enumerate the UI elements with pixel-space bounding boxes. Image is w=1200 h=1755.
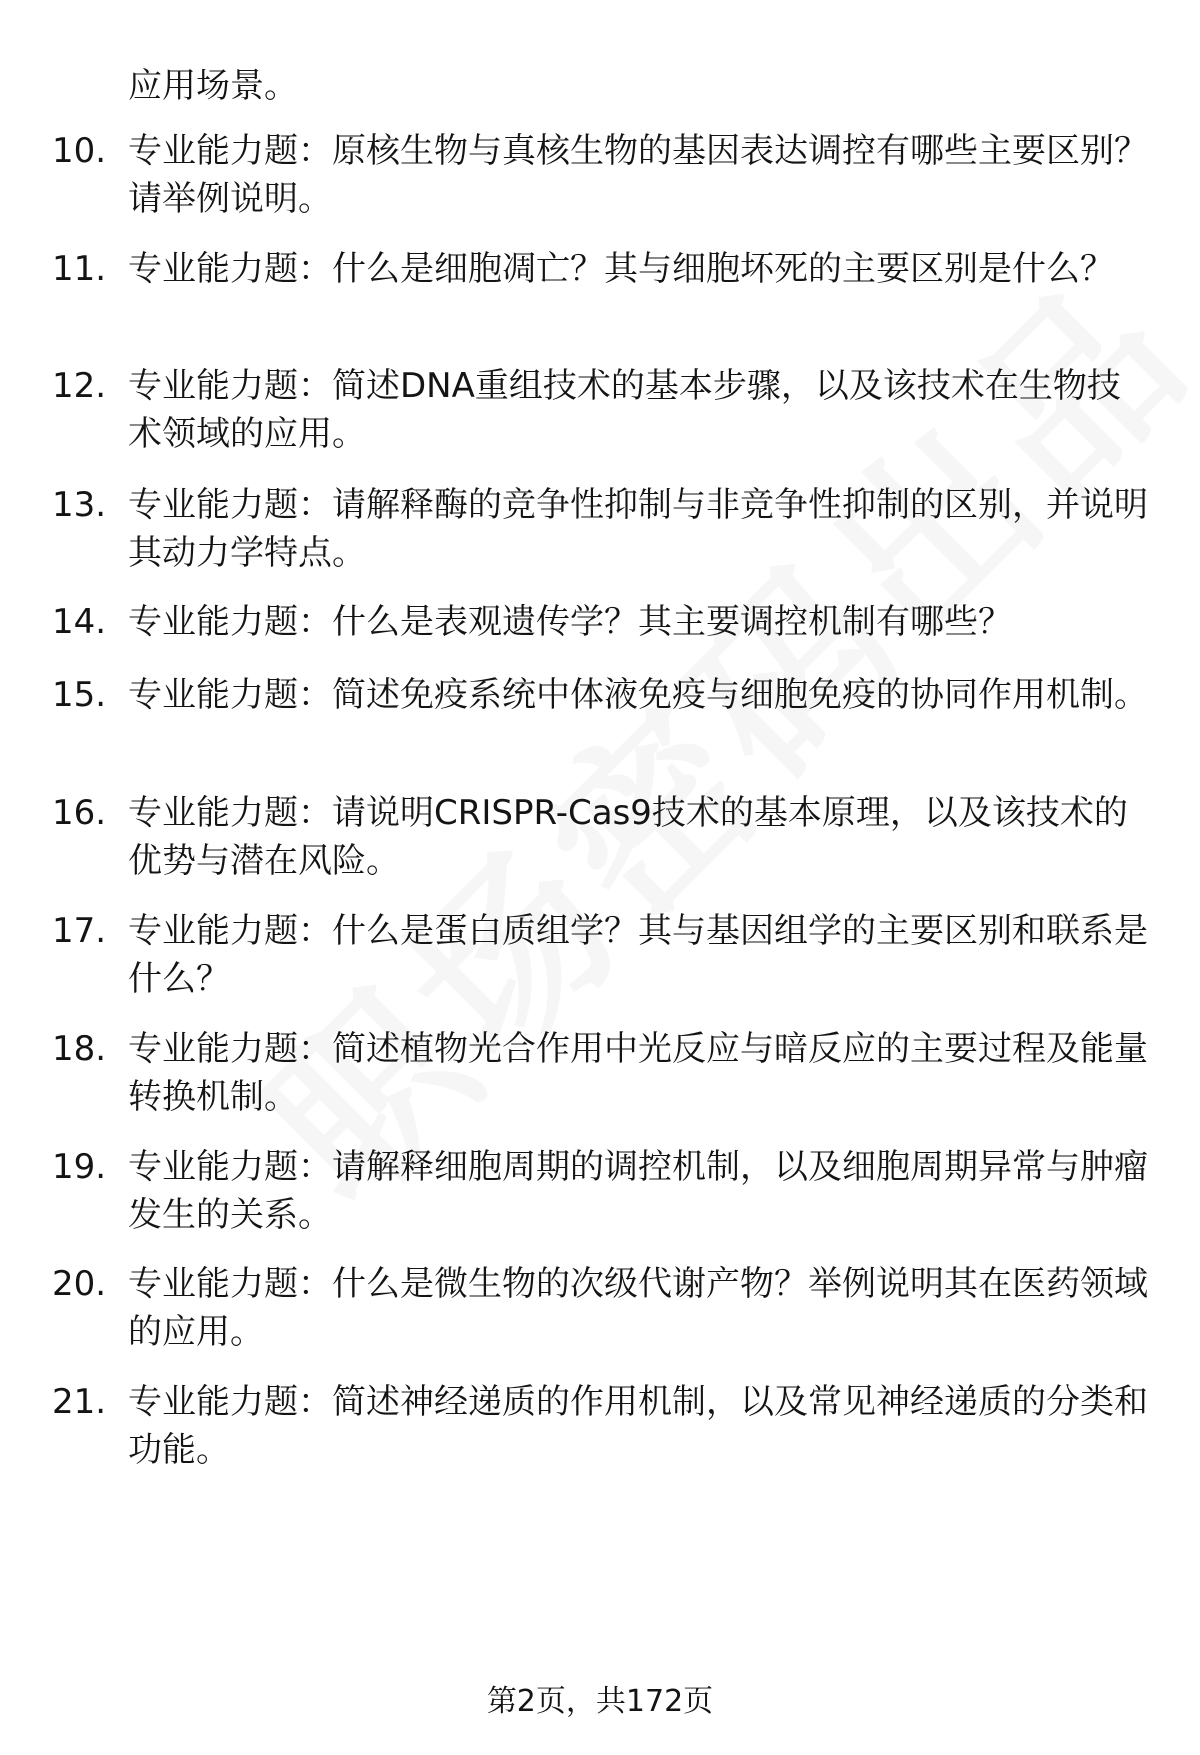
question-text: 专业能力题：请解释酶的竞争性抑制与非竞争性抑制的区别，并说明其动力学特点。 [128,485,1148,573]
question-number: 10. [52,131,107,171]
question-number: 13. [52,485,107,525]
question-number: 20. [52,1264,107,1304]
question-text: 专业能力题：什么是表观遗传学？其主要调控机制有哪些？ [128,602,1012,642]
question-text: 专业能力题：简述神经递质的作用机制，以及常见神经递质的分类和功能。 [128,1382,1148,1470]
question-text: 专业能力题：什么是微生物的次级代谢产物？举例说明其在医药领域的应用。 [128,1264,1148,1352]
question-number: 21. [52,1382,107,1422]
continuation-text: 应用场景。 [128,66,298,106]
question-text: 专业能力题：什么是细胞凋亡？其与细胞坏死的主要区别是什么？ [128,249,1114,289]
question-text: 专业能力题：请解释细胞周期的调控机制，以及细胞周期异常与肿瘤发生的关系。 [128,1147,1148,1235]
question-text: 专业能力题：简述免疫系统中体液免疫与细胞免疫的协同作用机制。 [128,675,1148,715]
question-number: 11. [52,249,107,289]
question-text: 专业能力题：请说明CRISPR-Cas9技术的基本原理，以及该技术的优势与潜在风险。 [128,793,1128,881]
question-text: 专业能力题：简述DNA重组技术的基本步骤，以及该技术在生物技术领域的应用。 [128,366,1121,454]
question-number: 17. [52,911,107,951]
question-number: 18. [52,1029,107,1069]
question-text: 专业能力题：什么是蛋白质组学？其与基因组学的主要区别和联系是什么？ [128,911,1148,999]
question-number: 19. [52,1147,107,1187]
question-number: 16. [52,793,107,833]
question-text: 专业能力题：简述植物光合作用中光反应与暗反应的主要过程及能量转换机制。 [128,1029,1148,1117]
question-number: 14. [52,602,107,642]
question-number: 12. [52,366,107,406]
question-text: 专业能力题：原核生物与真核生物的基因表达调控有哪些主要区别？请举例说明。 [128,131,1148,219]
page-footer: 第2页，共172页 [486,1684,714,1719]
question-number: 15. [52,675,107,715]
